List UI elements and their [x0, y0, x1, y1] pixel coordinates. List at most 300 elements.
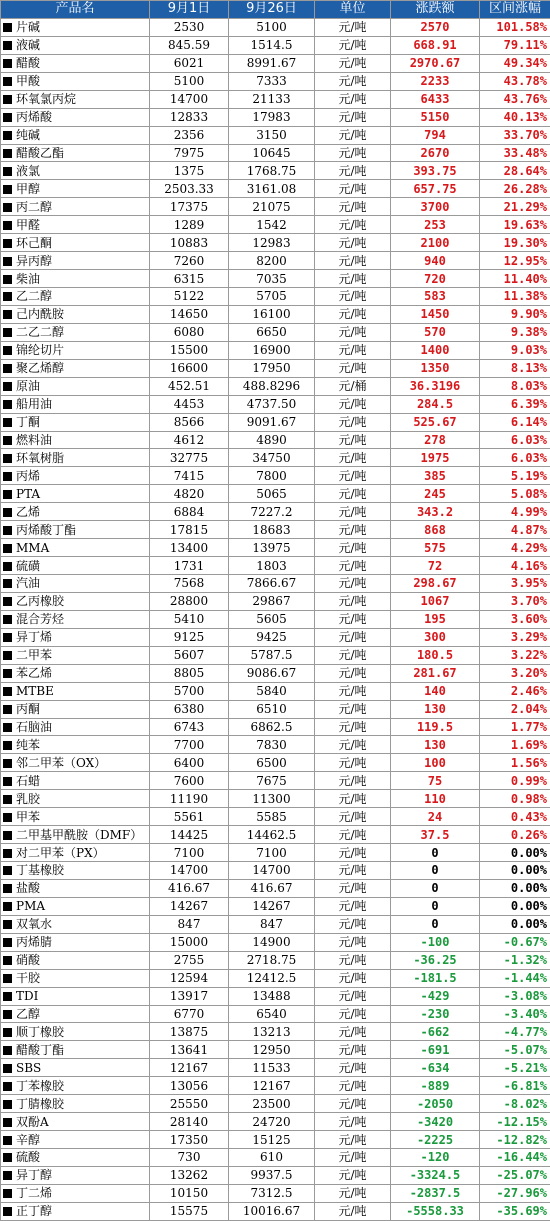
row-marker-icon [3, 1064, 12, 1073]
change-amount: -2225 [391, 1131, 480, 1149]
change-percent: -27.96% [480, 1184, 550, 1202]
product-name: 辛醇 [16, 1133, 40, 1147]
sep-26-price: 1514.5 [229, 36, 315, 54]
unit: 元/吨 [315, 1149, 391, 1167]
change-percent: 6.03% [480, 431, 550, 449]
sep-1-price: 6770 [150, 1005, 229, 1023]
row-marker-icon [3, 95, 12, 104]
product-name-cell [1, 1095, 150, 1113]
change-percent: 3.60% [480, 610, 550, 628]
sep-26-price: 12412.5 [229, 969, 315, 987]
sep-1-price: 5410 [150, 610, 229, 628]
change-percent: 0.43% [480, 808, 550, 826]
product-name: 双氧水 [16, 917, 52, 931]
product-name: 船用油 [16, 397, 52, 411]
row-marker-icon [3, 346, 12, 355]
unit: 元/吨 [315, 341, 391, 359]
product-name: 对二甲苯（PX） [16, 846, 105, 860]
sep-26-price: 13975 [229, 539, 315, 557]
row-marker-icon [3, 203, 12, 212]
change-percent: 43.76% [480, 90, 550, 108]
unit: 元/吨 [315, 539, 391, 557]
table-row [1, 162, 550, 180]
table-row [1, 933, 550, 951]
product-name: 正丁醇 [16, 1204, 52, 1218]
unit: 元/吨 [315, 216, 391, 234]
row-marker-icon [3, 974, 12, 983]
sep-26-price: 12983 [229, 234, 315, 252]
sep-26-price: 3150 [229, 126, 315, 144]
product-name: 异丙醇 [16, 254, 52, 268]
product-name-cell [1, 288, 150, 306]
unit: 元/吨 [315, 1184, 391, 1202]
row-marker-icon [3, 884, 12, 893]
change-amount: 140 [391, 682, 480, 700]
table-row [1, 395, 550, 413]
product-name-cell [1, 18, 150, 36]
change-amount: 24 [391, 808, 480, 826]
table-row [1, 610, 550, 628]
sep-1-price: 4612 [150, 431, 229, 449]
row-marker-icon [3, 615, 12, 624]
unit: 元/吨 [315, 126, 391, 144]
sep-26-price: 4737.50 [229, 395, 315, 413]
unit: 元/吨 [315, 897, 391, 915]
row-marker-icon [3, 920, 12, 929]
sep-26-price: 7333 [229, 72, 315, 90]
sep-1-price: 17375 [150, 198, 229, 216]
product-name: 顺丁橡胶 [16, 1025, 64, 1039]
row-marker-icon [3, 544, 12, 553]
table-row [1, 969, 550, 987]
sep-26-price: 23500 [229, 1095, 315, 1113]
change-amount: 298.67 [391, 575, 480, 593]
sep-1-price: 28140 [150, 1113, 229, 1131]
sep-26-price: 17983 [229, 108, 315, 126]
change-amount: 1350 [391, 359, 480, 377]
product-name-cell [1, 503, 150, 521]
row-marker-icon [3, 23, 12, 32]
product-name: 二甲基甲酰胺（DMF） [16, 828, 142, 842]
table-row [1, 377, 550, 395]
sep-26-price: 847 [229, 915, 315, 933]
product-name: 环己酮 [16, 236, 52, 250]
product-name: 干胶 [16, 971, 40, 985]
table-row [1, 305, 550, 323]
change-percent: -5.21% [480, 1059, 550, 1077]
product-name: 甲醇 [16, 182, 40, 196]
product-name: 纯苯 [16, 738, 40, 752]
row-marker-icon [3, 418, 12, 427]
product-name-cell [1, 341, 150, 359]
header-sep-26-price: 9月26日 [229, 1, 315, 19]
product-name: 丁苯橡胶 [16, 1079, 64, 1093]
row-marker-icon [3, 579, 12, 588]
product-name-cell [1, 1023, 150, 1041]
sep-26-price: 5705 [229, 288, 315, 306]
sep-1-price: 5561 [150, 808, 229, 826]
change-amount: 195 [391, 610, 480, 628]
row-marker-icon [3, 562, 12, 571]
sep-1-price: 25550 [150, 1095, 229, 1113]
product-name-cell [1, 1041, 150, 1059]
sep-1-price: 15000 [150, 933, 229, 951]
change-amount: -181.5 [391, 969, 480, 987]
product-name: 乙二醇 [16, 289, 52, 303]
sep-1-price: 12833 [150, 108, 229, 126]
row-marker-icon [3, 1207, 12, 1216]
product-name-cell [1, 897, 150, 915]
change-amount: 180.5 [391, 646, 480, 664]
change-percent: 4.16% [480, 557, 550, 575]
sep-26-price: 13488 [229, 987, 315, 1005]
change-amount: 0 [391, 862, 480, 880]
change-amount: 36.3196 [391, 377, 480, 395]
product-name: 液氯 [16, 164, 40, 178]
table-row [1, 1131, 550, 1149]
product-name: 异丁醇 [16, 1168, 52, 1182]
unit: 元/吨 [315, 72, 391, 90]
change-percent: 49.34% [480, 54, 550, 72]
change-amount: 37.5 [391, 826, 480, 844]
change-percent: 28.64% [480, 162, 550, 180]
change-percent: 6.14% [480, 413, 550, 431]
header-product-name: 产品名 [1, 1, 150, 19]
unit: 元/吨 [315, 987, 391, 1005]
sep-1-price: 14700 [150, 862, 229, 880]
sep-1-price: 7700 [150, 736, 229, 754]
sep-26-price: 5100 [229, 18, 315, 36]
change-percent: 26.28% [480, 180, 550, 198]
header-row [1, 1, 550, 19]
change-amount: -662 [391, 1023, 480, 1041]
sep-1-price: 13641 [150, 1041, 229, 1059]
row-marker-icon [3, 508, 12, 517]
unit: 元/吨 [315, 969, 391, 987]
table-row [1, 539, 550, 557]
product-name-cell [1, 718, 150, 736]
sep-26-price: 3161.08 [229, 180, 315, 198]
change-amount: 1450 [391, 305, 480, 323]
unit: 元/吨 [315, 1041, 391, 1059]
change-percent: 2.46% [480, 682, 550, 700]
sep-1-price: 2755 [150, 951, 229, 969]
sep-1-price: 12594 [150, 969, 229, 987]
table-row [1, 772, 550, 790]
table-row [1, 1041, 550, 1059]
change-percent: -12.82% [480, 1131, 550, 1149]
product-name-cell [1, 198, 150, 216]
table-row [1, 126, 550, 144]
product-name: 甲酸 [16, 74, 40, 88]
sep-1-price: 8805 [150, 664, 229, 682]
change-amount: 72 [391, 557, 480, 575]
product-name: 甲醛 [16, 218, 40, 232]
product-name: 液碱 [16, 38, 40, 52]
table-row [1, 718, 550, 736]
table-row [1, 1184, 550, 1202]
table-row [1, 1166, 550, 1184]
row-marker-icon [3, 831, 12, 840]
change-percent: 11.40% [480, 270, 550, 288]
product-name: 丁酮 [16, 415, 40, 429]
unit: 元/吨 [315, 808, 391, 826]
change-percent: -3.40% [480, 1005, 550, 1023]
product-name-cell [1, 323, 150, 341]
table-row [1, 1095, 550, 1113]
unit: 元/吨 [315, 252, 391, 270]
change-percent: 5.19% [480, 467, 550, 485]
sep-26-price: 11533 [229, 1059, 315, 1077]
change-percent: 0.00% [480, 879, 550, 897]
product-name-cell [1, 1202, 150, 1220]
change-percent: 21.29% [480, 198, 550, 216]
unit: 元/吨 [315, 772, 391, 790]
sep-1-price: 14267 [150, 897, 229, 915]
sep-26-price: 17950 [229, 359, 315, 377]
product-name-cell [1, 592, 150, 610]
product-name: 二甲苯 [16, 648, 52, 662]
change-amount: 343.2 [391, 503, 480, 521]
row-marker-icon [3, 41, 12, 50]
change-amount: 130 [391, 736, 480, 754]
row-marker-icon [3, 310, 12, 319]
sep-1-price: 15575 [150, 1202, 229, 1220]
unit: 元/吨 [315, 270, 391, 288]
row-marker-icon [3, 1136, 12, 1145]
sep-26-price: 488.8296 [229, 377, 315, 395]
table-row [1, 485, 550, 503]
product-name: 醋酸乙酯 [16, 146, 64, 160]
row-marker-icon [3, 328, 12, 337]
change-percent: 9.90% [480, 305, 550, 323]
table-row [1, 252, 550, 270]
change-percent: 101.58% [480, 18, 550, 36]
sep-1-price: 7260 [150, 252, 229, 270]
table-row [1, 359, 550, 377]
product-name: 丙二醇 [16, 200, 52, 214]
change-percent: 40.13% [480, 108, 550, 126]
header-change-percent: 区间涨幅 [480, 1, 550, 19]
sep-1-price: 6315 [150, 270, 229, 288]
change-percent: -12.15% [480, 1113, 550, 1131]
table-row [1, 808, 550, 826]
row-marker-icon [3, 1100, 12, 1109]
row-marker-icon [3, 526, 12, 535]
product-name-cell [1, 862, 150, 880]
table-row [1, 234, 550, 252]
sep-1-price: 13262 [150, 1166, 229, 1184]
sep-26-price: 34750 [229, 449, 315, 467]
row-marker-icon [3, 759, 12, 768]
change-amount: 75 [391, 772, 480, 790]
sep-26-price: 9086.67 [229, 664, 315, 682]
sep-1-price: 1375 [150, 162, 229, 180]
row-marker-icon [3, 490, 12, 499]
sep-26-price: 2718.75 [229, 951, 315, 969]
table-row [1, 72, 550, 90]
unit: 元/吨 [315, 431, 391, 449]
change-percent: 0.00% [480, 915, 550, 933]
unit: 元/吨 [315, 503, 391, 521]
sep-1-price: 5122 [150, 288, 229, 306]
change-amount: 1400 [391, 341, 480, 359]
product-name-cell [1, 36, 150, 54]
product-name: 乙丙橡胶 [16, 594, 64, 608]
change-amount: 2570 [391, 18, 480, 36]
change-amount: 940 [391, 252, 480, 270]
product-name-cell [1, 879, 150, 897]
row-marker-icon [3, 221, 12, 230]
sep-1-price: 11190 [150, 790, 229, 808]
product-name-cell [1, 449, 150, 467]
row-marker-icon [3, 436, 12, 445]
change-amount: 575 [391, 539, 480, 557]
change-amount: -120 [391, 1149, 480, 1167]
sep-26-price: 14700 [229, 862, 315, 880]
sep-1-price: 13917 [150, 987, 229, 1005]
product-name-cell [1, 395, 150, 413]
change-percent: 6.03% [480, 449, 550, 467]
sep-26-price: 14267 [229, 897, 315, 915]
row-marker-icon [3, 741, 12, 750]
sep-1-price: 6400 [150, 754, 229, 772]
unit: 元/吨 [315, 754, 391, 772]
sep-1-price: 14700 [150, 90, 229, 108]
change-amount: 100 [391, 754, 480, 772]
product-name: 石脑油 [16, 720, 52, 734]
row-marker-icon [3, 1118, 12, 1127]
row-marker-icon [3, 705, 12, 714]
product-name-cell [1, 1131, 150, 1149]
unit: 元/吨 [315, 1059, 391, 1077]
row-marker-icon [3, 400, 12, 409]
table-row [1, 216, 550, 234]
sep-1-price: 17350 [150, 1131, 229, 1149]
sep-26-price: 15125 [229, 1131, 315, 1149]
unit: 元/吨 [315, 1077, 391, 1095]
sep-1-price: 5100 [150, 72, 229, 90]
sep-26-price: 1768.75 [229, 162, 315, 180]
table-row [1, 1202, 550, 1220]
table-row [1, 557, 550, 575]
table-row [1, 736, 550, 754]
table-row [1, 790, 550, 808]
sep-1-price: 6743 [150, 718, 229, 736]
table-row [1, 108, 550, 126]
product-name: 石蜡 [16, 774, 40, 788]
sep-1-price: 5700 [150, 682, 229, 700]
sep-26-price: 416.67 [229, 879, 315, 897]
table-row [1, 879, 550, 897]
product-name-cell [1, 844, 150, 862]
unit: 元/吨 [315, 862, 391, 880]
table-row [1, 700, 550, 718]
change-percent: -16.44% [480, 1149, 550, 1167]
sep-26-price: 11300 [229, 790, 315, 808]
sep-26-price: 21133 [229, 90, 315, 108]
product-name-cell [1, 736, 150, 754]
sep-26-price: 5787.5 [229, 646, 315, 664]
row-marker-icon [3, 1189, 12, 1198]
table-row [1, 198, 550, 216]
change-percent: 33.48% [480, 144, 550, 162]
change-percent: 4.87% [480, 521, 550, 539]
sep-26-price: 9425 [229, 628, 315, 646]
sep-1-price: 10150 [150, 1184, 229, 1202]
unit: 元/吨 [315, 54, 391, 72]
product-name: 二乙二醇 [16, 325, 64, 339]
unit: 元/吨 [315, 826, 391, 844]
product-name: 丙酮 [16, 702, 40, 716]
table-row [1, 1077, 550, 1095]
change-percent: -5.07% [480, 1041, 550, 1059]
product-name-cell [1, 951, 150, 969]
unit: 元/吨 [315, 1023, 391, 1041]
product-name: MMA [16, 541, 49, 555]
row-marker-icon [3, 59, 12, 68]
unit: 元/吨 [315, 879, 391, 897]
row-marker-icon [3, 275, 12, 284]
product-name-cell [1, 646, 150, 664]
sep-26-price: 14462.5 [229, 826, 315, 844]
unit: 元/吨 [315, 90, 391, 108]
product-name: 盐酸 [16, 881, 40, 895]
unit: 元/吨 [315, 933, 391, 951]
product-name-cell [1, 270, 150, 288]
sep-1-price: 13875 [150, 1023, 229, 1041]
row-marker-icon [3, 239, 12, 248]
change-percent: -1.32% [480, 951, 550, 969]
change-amount: -3324.5 [391, 1166, 480, 1184]
sep-1-price: 9125 [150, 628, 229, 646]
product-name: 邻二甲苯（OX） [16, 756, 106, 770]
product-name: 苯乙烯 [16, 666, 52, 680]
product-name: 异丁烯 [16, 630, 52, 644]
change-amount: 657.75 [391, 180, 480, 198]
product-name: 环氧树脂 [16, 451, 64, 465]
table-row [1, 844, 550, 862]
change-amount: 1067 [391, 592, 480, 610]
change-amount: -230 [391, 1005, 480, 1023]
change-amount: -3420 [391, 1113, 480, 1131]
product-name-cell [1, 700, 150, 718]
row-marker-icon [3, 597, 12, 606]
sep-26-price: 5840 [229, 682, 315, 700]
product-name: 己内酰胺 [16, 307, 64, 321]
product-name: 丙烯酸丁酯 [16, 523, 76, 537]
sep-26-price: 5065 [229, 485, 315, 503]
product-name: 硫磺 [16, 559, 40, 573]
sep-26-price: 16900 [229, 341, 315, 359]
product-name: 混合芳烃 [16, 612, 64, 626]
sep-26-price: 14900 [229, 933, 315, 951]
change-percent: 0.00% [480, 844, 550, 862]
unit: 元/吨 [315, 1095, 391, 1113]
sep-26-price: 13213 [229, 1023, 315, 1041]
product-name-cell [1, 539, 150, 557]
product-name-cell [1, 826, 150, 844]
change-amount: -2050 [391, 1095, 480, 1113]
table-row [1, 826, 550, 844]
change-amount: 5150 [391, 108, 480, 126]
change-percent: 12.95% [480, 252, 550, 270]
unit: 元/吨 [315, 951, 391, 969]
row-marker-icon [3, 292, 12, 301]
product-name-cell [1, 933, 150, 951]
change-amount: 0 [391, 897, 480, 915]
product-name: SBS [16, 1061, 41, 1075]
